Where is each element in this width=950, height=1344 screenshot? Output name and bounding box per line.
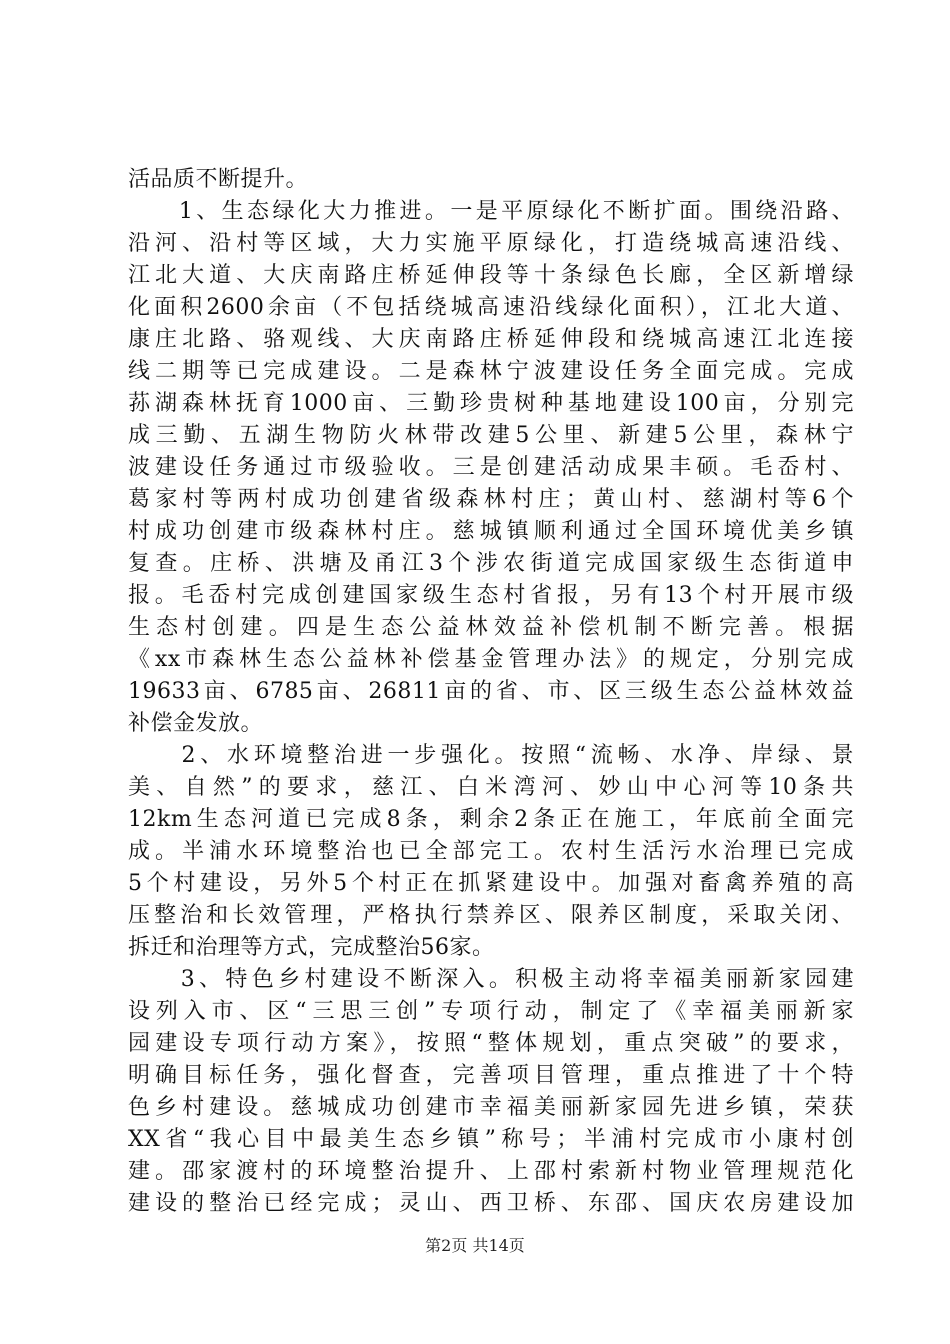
text-line: 2、水环境整治进一步强化。按照“流畅、水净、岸绿、景: [128, 743, 854, 768]
text-line: 生态村创建。四是生态公益林效益补偿机制不断完善。根据: [128, 615, 854, 640]
text-line: 1、生态绿化大力推进。一是平原绿化不断扩面。围绕沿路、: [128, 199, 854, 224]
text-line: 葛家村等两村成功创建省级森林村庄；黄山村、慈湖村等6个: [128, 487, 854, 512]
text-line: 建。邵家渡村的环境整治提升、上邵村索新村物业管理规范化: [128, 1159, 854, 1184]
text-line: 美、自然”的要求，慈江、白米湾河、妙山中心河等10条共: [128, 775, 854, 800]
text-line: 成三勤、五湖生物防火林带改建5公里、新建5公里，森林宁: [128, 423, 854, 448]
text-line: 明确目标任务，强化督查，完善项目管理，重点推进了十个特: [128, 1063, 854, 1088]
text-line: 拆迁和治理等方式，完成整治56家。: [128, 935, 495, 960]
text-line: 荪湖森林抚育1000亩、三勤珍贵树种基地建设100亩，分别完: [128, 391, 854, 416]
text-line: 3、特色乡村建设不断深入。积极主动将幸福美丽新家园建: [128, 967, 854, 992]
text-line: 化面积2600余亩（不包括绕城高速沿线绿化面积），江北大道、: [128, 295, 854, 320]
text-line: XX省“我心目中最美生态乡镇”称号；半浦村完成市小康村创: [128, 1127, 854, 1152]
text-line: 12km生态河道已完成8条，剩余2条正在施工，年底前全面完: [128, 807, 854, 832]
text-line: 成。半浦水环境整治也已全部完工。农村生活污水治理已完成: [128, 839, 854, 864]
document-body: [128, 164, 854, 1220]
text-line: 线二期等已完成建设。二是森林宁波建设任务全面完成。完成: [128, 359, 854, 384]
text-line: 19633亩、6785亩、26811亩的省、市、区三级生态公益林效益: [128, 679, 854, 704]
page-number: 第2页 共14页: [425, 1236, 525, 1255]
text-line: 活品质不断提升。: [128, 167, 309, 192]
text-line: 康庄北路、骆观线、大庆南路庄桥延伸段和绕城高速江北连接: [128, 327, 854, 352]
text-line: 波建设任务通过市级验收。三是创建活动成果丰硕。毛岙村、: [128, 455, 854, 480]
text-line: 建设的整治已经完成；灵山、西卫桥、东邵、国庆农房建设加: [128, 1191, 854, 1216]
text-line: 园建设专项行动方案》，按照“整体规划，重点突破”的要求，: [128, 1031, 854, 1056]
text-line: 色乡村建设。慈城成功创建市幸福美丽新家园先进乡镇，荣获: [128, 1095, 854, 1120]
text-line: 设列入市、区“三思三创”专项行动，制定了《幸福美丽新家: [128, 999, 854, 1024]
text-line: 沿河、沿村等区域，大力实施平原绿化，打造绕城高速沿线、: [128, 231, 854, 256]
text-line: 江北大道、大庆南路庄桥延伸段等十条绿色长廊，全区新增绿: [128, 263, 854, 288]
page-footer: [0, 1236, 950, 1256]
text-line: 补偿金发放。: [128, 711, 264, 736]
text-line: 报。毛岙村完成创建国家级生态村省报，另有13个村开展市级: [128, 583, 854, 608]
text-line: 5个村建设，另外5个村正在抓紧建设中。加强对畜禽养殖的高: [128, 871, 854, 896]
text-line: 复查。庄桥、洪塘及甬江3个涉农街道完成国家级生态街道申: [128, 551, 854, 576]
text-line: 村成功创建市级森林村庄。慈城镇顺利通过全国环境优美乡镇: [128, 519, 854, 544]
text-line: 《xx市森林生态公益林补偿基金管理办法》的规定，分别完成: [128, 647, 854, 672]
text-line: 压整治和长效管理，严格执行禁养区、限养区制度，采取关闭、: [128, 903, 854, 928]
